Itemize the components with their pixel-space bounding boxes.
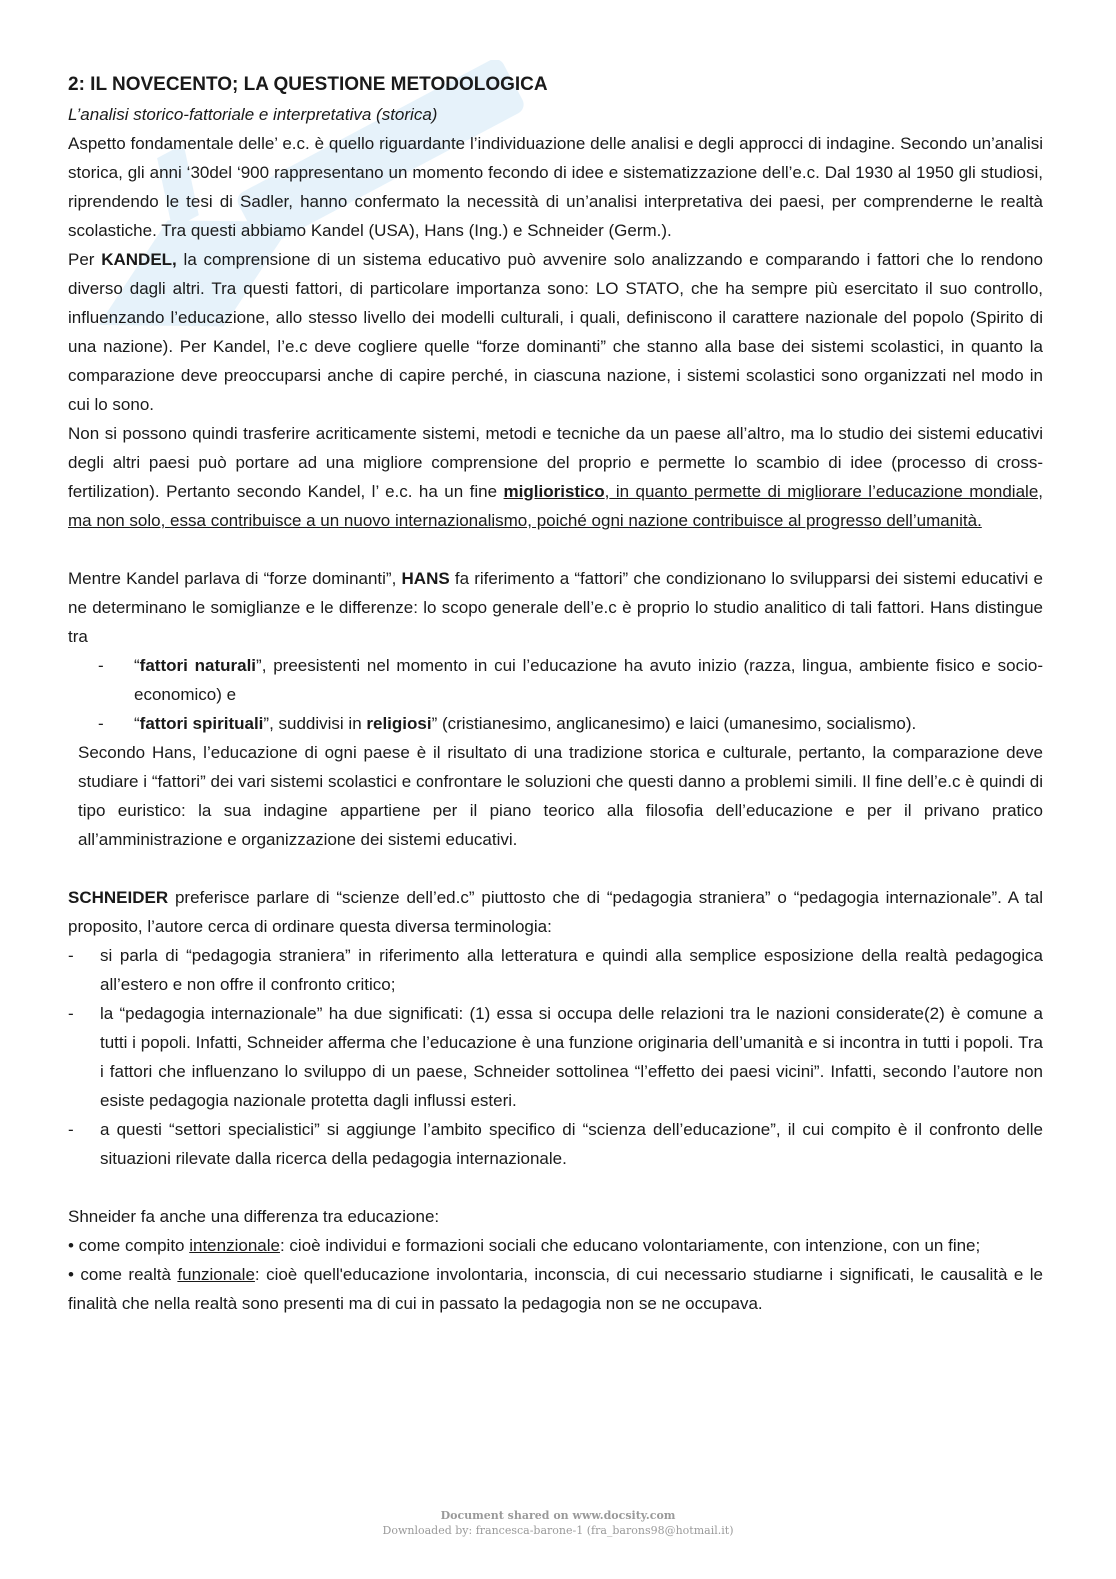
schneider-paragraph: SCHNEIDER preferisce parlare di “scienze dell’ed.c” piuttosto che di “pedagogia straniera” o “pedagogia internazionale”. A tal proposito, l’autore cerca di ordinare questa diversa terminologia:: [68, 888, 1043, 936]
list-item: - “fattori spirituali”, suddivisi in religiosi” (cristianesimo, anglicanesimo) e laici (umanesimo, socialismo).: [98, 714, 917, 733]
schneider-terms-list: [68, 941, 1043, 1173]
schneider-name: SCHNEIDER: [68, 888, 169, 907]
kandel-paragraph-2: Non si possono quindi trasferire acriticamente sistemi, metodi e tecniche da un paese all’altro, ma lo studio dei sistemi educativi degli altri paesi può portare ad una migliore comprensione del proprio e permette lo scambio di idee (processo di cross-fertilization). Pertanto secondo Kandel, l’ e.c. ha un fine miglioristico, in quanto permette di migliorare l’educazione mondiale, ma non solo, essa contribuisce a un nuovo internazionalismo, poiché ogni nazione contribuisce al progresso dell’umanità.: [68, 424, 1043, 530]
footer-downloaded: Downloaded by: francesca-barone-1 (fra_barons98@hotmail.it): [382, 1524, 734, 1537]
list-item: - “fattori naturali”, preesistenti nel momento in cui l’educazione ha avuto inizio (razza, lingua, ambiente fisico e socio-economico) e: [98, 656, 1043, 704]
hans-paragraph-2: Secondo Hans, l’educazione di ogni paese è il risultato di una tradizione storica e culturale, pertanto, la comparazione deve studiare i “fattori” dei vari sistemi scolastici e confrontare le soluzioni che questi danno a problemi simili. Il fine dell’e.c è quindi di tipo euristico: la sua indagine appartiene per il piano teorico alla filosofia dell’educazione e per il privano pratico all’amministrazione e organizzazione dei sistemi educativi.: [78, 743, 1043, 849]
list-item: - la “pedagogia internazionale” ha due significati: (1) essa si occupa delle relazioni tra le nazioni considerate(2) è comune a tutti i popoli. Infatti, Schneider afferma che l’educazione è una funzione originaria dell’umanità e si incontra in tutti i popoli. Tra i fattori che influenzano lo sviluppo di un paese, Schneider sottolinea “l’effetto dei paesi vicini”. Infatti, secondo l’autore non esiste pedagogia nazionale protetta dagli influssi esteri.: [68, 1004, 1043, 1110]
footer-shared: Document shared on www.docsity.com: [440, 1509, 676, 1522]
intro-paragraph: Aspetto fondamentale delle’ e.c. è quello riguardante l’individuazione delle analisi e degli approcci di indagine. Secondo un’analisi storica, gli anni ‘30del ‘900 rappresentano un momento fecondo di idee e sistematizzazione dell’e.c. Dal 1930 al 1950 gli studiosi, riprendendo le tesi di Sadler, hanno confermato la necessità di un’analisi interpretativa dei paesi, per comprenderne le realtà scolastiche. Tra questi abbiamo Kandel (USA), Hans (Ing.) e Schneider (Germ.).: [68, 134, 1043, 240]
list-item: - a questi “settori specialistici” si aggiunge l’ambito specifico di “scienza dell’educazione”, il cui compito è il confronto delle situazioni rilevate dalla ricerca della pedagogia internazionale.: [68, 1120, 1043, 1168]
hans-paragraph: Mentre Kandel parlava di “forze dominanti”, HANS fa riferimento a “fattori” che condizionano lo svilupparsi dei sistemi educativi e ne determinano le somiglianze e le differenze: lo scopo generale dell’e.c è proprio lo studio analitico di tali fattori. Hans distingue tra: [68, 569, 1043, 646]
kandel-name: KANDEL,: [101, 250, 177, 269]
section-subtitle: L’analisi storico-fattoriale e interpretativa (storica): [68, 105, 438, 124]
document-page: [68, 70, 1043, 1318]
section-title: 2: IL NOVECENTO; LA QUESTIONE METODOLOGICA: [68, 74, 548, 95]
bullet-functional: • come realtà funzionale: cioè quell'educazione involontaria, inconscia, di cui necessario studiarne i significati, le causalità e le finalità che nella realtà sono presenti ma di cui in passato la pedagogia non se ne occupava.: [68, 1265, 1043, 1313]
bullet-intentional: • come compito intenzionale: cioè individui e formazioni sociali che educano volontariamente, con intenzione, con un fine;: [68, 1236, 981, 1255]
difference-intro: Shneider fa anche una differenza tra educazione:: [68, 1207, 440, 1226]
underlined-conclusion: in quanto permette di migliorare l’educazione mondiale, ma non solo, essa contribuisce a un nuovo internazionalismo, poiché ogni nazione contribuisce al progresso dell’umanità.: [68, 482, 1043, 530]
page-footer: [0, 1508, 1116, 1538]
miglioristico-term: miglioristico: [503, 482, 605, 501]
hans-factors-list: [68, 651, 1043, 738]
kandel-paragraph: Per KANDEL, la comprensione di un sistema educativo può avvenire solo analizzando e comparando i fattori che lo rendono diverso dagli altri. Tra questi fattori, di particolare importanza sono: LO STATO, che ha sempre più esercitato il suo controllo, influenzando l’educazione, allo stesso livello dei modelli culturali, i quali, definiscono il carattere nazionale del popolo (Spirito di una nazione). Per Kandel, l’e.c deve cogliere quelle “forze dominanti” che stanno alla base dei sistemi scolastici, in quanto la comparazione deve preoccuparsi anche di capire perché, in ciascuna nazione, i sistemi scolastici sono organizzati nel modo in cui lo sono.: [68, 250, 1043, 414]
hans-name: HANS: [401, 569, 450, 588]
list-item: - si parla di “pedagogia straniera” in riferimento alla letteratura e quindi alla semplice esposizione della realtà pedagogica all’estero e non offre il confronto critico;: [68, 946, 1043, 994]
